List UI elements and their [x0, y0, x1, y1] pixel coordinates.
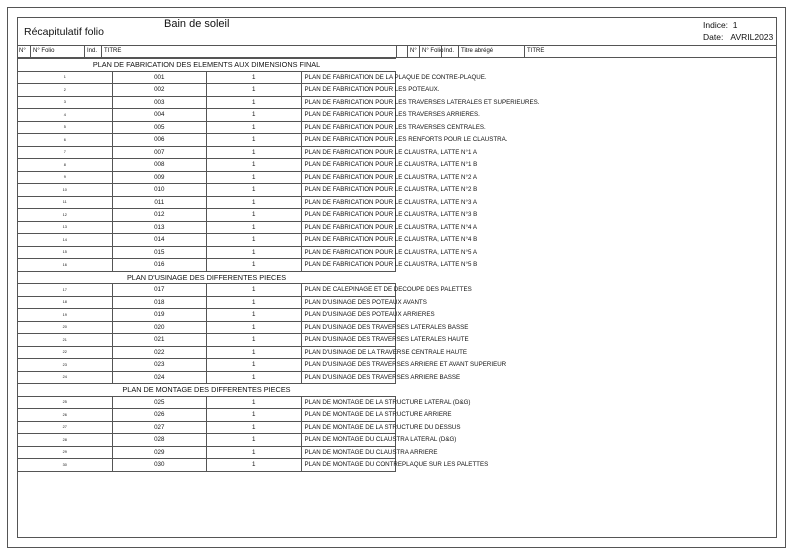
folio-number: 008: [112, 159, 207, 172]
folio-number: 025: [112, 396, 207, 409]
table-row: [18, 96, 396, 109]
col-folio: N° Folio: [31, 45, 85, 57]
folio-number: 003: [112, 96, 207, 109]
folio-number: 011: [112, 196, 207, 209]
table-row: [18, 334, 396, 347]
folio-title: PLAN DE FABRICATION POUR LE CLAUSTRA, LATTE N°5 B: [301, 259, 396, 272]
folio-title: PLAN D'USINAGE DE LA TRAVERSE CENTRALE HAUTE: [301, 346, 396, 359]
table-row: [18, 184, 396, 197]
col-titre: TITRE: [104, 48, 122, 54]
folio-number: 012: [112, 209, 207, 222]
folio-table: [17, 58, 540, 472]
row-number: 27: [18, 421, 113, 434]
table-row: [18, 221, 396, 234]
revision-index: 1: [207, 84, 302, 97]
center-divider: [396, 45, 397, 57]
revision-index: 1: [207, 184, 302, 197]
folio-title: PLAN DE MONTAGE DE LA STRUCTURE ARRIERE: [301, 409, 396, 422]
folio-number: 027: [112, 421, 207, 434]
table-row: [18, 371, 396, 384]
revision-index: 1: [207, 146, 302, 159]
row-number: 18: [18, 296, 113, 309]
folio-number: 002: [112, 84, 207, 97]
col-folio-right: N° Folio: [420, 45, 442, 57]
folio-title: PLAN DE FABRICATION POUR LES RENFORTS POUR LE CLAUSTRA.: [301, 134, 396, 147]
col-ind: Ind.: [85, 45, 102, 57]
folio-title: PLAN DE MONTAGE DU CLAUSTRA ARRIERE: [301, 446, 396, 459]
folio-title: PLAN DE CALEPINAGE ET DE DECOUPE DES PALETTES: [301, 284, 396, 297]
left-column-header: [17, 45, 396, 57]
section-title: PLAN DE FABRICATION DES ELEMENTS AUX DIMENSIONS FINAL: [18, 59, 396, 72]
revision-index: 1: [207, 196, 302, 209]
folio-title: PLAN D'USINAGE DES TRAVERSES ARRIERE ET AVANT SUPERIEUR: [301, 359, 396, 372]
folio-number: 005: [112, 121, 207, 134]
table-row: [18, 396, 396, 409]
folio-title: PLAN D'USINAGE DES TRAVERSES LATERALES BASSE: [301, 321, 396, 334]
table-row: [18, 146, 396, 159]
revision-index: 1: [207, 246, 302, 259]
revision-index: 1: [207, 371, 302, 384]
row-number: 15: [18, 246, 113, 259]
row-number: 11: [18, 196, 113, 209]
folio-number: 015: [112, 246, 207, 259]
row-number: 3: [18, 96, 113, 109]
revision-index: 1: [207, 321, 302, 334]
table-row: [18, 459, 396, 472]
folio-title: PLAN DE MONTAGE DE LA STRUCTURE DU DESSUS: [301, 421, 396, 434]
row-number: 16: [18, 259, 113, 272]
folio-number: 023: [112, 359, 207, 372]
row-number: 9: [18, 171, 113, 184]
folio-title: PLAN DE FABRICATION DE LA PLAQUE DE CONTRE-PLAQUE.: [301, 71, 396, 84]
folio-title: PLAN DE MONTAGE DU CONTREPLAQUE SUR LES PALETTES: [301, 459, 396, 472]
folio-title: PLAN DE FABRICATION POUR LE CLAUSTRA, LATTE N°4 A: [301, 221, 396, 234]
row-number: 29: [18, 446, 113, 459]
row-number: 26: [18, 409, 113, 422]
revision-index: 1: [207, 109, 302, 122]
row-number: 25: [18, 396, 113, 409]
revision-index: 1: [207, 96, 302, 109]
col-titre-right: TITRE: [527, 48, 545, 54]
row-number: 5: [18, 121, 113, 134]
folio-title: PLAN DE FABRICATION POUR LE CLAUSTRA, LATTE N°2 A: [301, 171, 396, 184]
col-n: N°: [17, 45, 31, 57]
folio-title: PLAN DE MONTAGE DE LA STRUCTURE LATERAL (D&G): [301, 396, 396, 409]
row-number: 8: [18, 159, 113, 172]
revision-index: 1: [207, 259, 302, 272]
revision-index: 1: [207, 296, 302, 309]
revision-index: 1: [207, 346, 302, 359]
table-row: [18, 134, 396, 147]
folio-title: PLAN D'USINAGE DES POTEAUX AVANTS: [301, 296, 396, 309]
folio-title: PLAN DE FABRICATION POUR LE CLAUSTRA, LATTE N°4 B: [301, 234, 396, 247]
row-number: 7: [18, 146, 113, 159]
folio-number: 014: [112, 234, 207, 247]
folio-title: PLAN DE FABRICATION POUR LES TRAVERSES LATERALES ET SUPERIEURES.: [301, 96, 396, 109]
section-header-row: [18, 384, 396, 397]
folio-number: 010: [112, 184, 207, 197]
date-value: AVRIL2023: [730, 32, 774, 42]
folio-title: PLAN D'USINAGE DES TRAVERSES LATERALES HAUTE: [301, 334, 396, 347]
folio-title: PLAN DE FABRICATION POUR LE CLAUSTRA, LATTE N°1 A: [301, 146, 396, 159]
table-row: [18, 209, 396, 222]
folio-number: 024: [112, 371, 207, 384]
row-number: 28: [18, 434, 113, 447]
folio-number: 017: [112, 284, 207, 297]
revision-index: 1: [207, 221, 302, 234]
folio-title: PLAN DE FABRICATION POUR LE CLAUSTRA, LATTE N°3 B: [301, 209, 396, 222]
folio-number: 009: [112, 171, 207, 184]
revision-index: 1: [207, 459, 302, 472]
folio-title: PLAN DE FABRICATION POUR LES TRAVERSES CENTRALES.: [301, 121, 396, 134]
row-number: 17: [18, 284, 113, 297]
revision-index: 1: [207, 134, 302, 147]
section-header-row: [18, 59, 396, 72]
row-number: 10: [18, 184, 113, 197]
col-ind-right: Ind.: [442, 45, 459, 57]
folio-title: PLAN D'USINAGE DES POTEAUX ARRIERES: [301, 309, 396, 322]
revision-index: 1: [207, 446, 302, 459]
row-number: 30: [18, 459, 113, 472]
section-header-row: [18, 271, 396, 284]
row-number: 13: [18, 221, 113, 234]
table-row: [18, 446, 396, 459]
row-number: 24: [18, 371, 113, 384]
table-row: [18, 409, 396, 422]
row-number: 4: [18, 109, 113, 122]
row-number: 20: [18, 321, 113, 334]
folio-title: PLAN DE MONTAGE DU CLAUSTRA LATERAL (D&G): [301, 434, 396, 447]
folio-number: 018: [112, 296, 207, 309]
section-title: PLAN D'USINAGE DES DIFFERENTES PIECES: [18, 271, 396, 284]
indice-label: Indice:: [703, 20, 729, 30]
table-row: [18, 71, 396, 84]
row-number: 22: [18, 346, 113, 359]
project-title: Bain de soleil: [164, 18, 230, 30]
row-number: 2: [18, 84, 113, 97]
folio-title: PLAN DE FABRICATION POUR LE CLAUSTRA, LATTE N°3 A: [301, 196, 396, 209]
revision-index: 1: [207, 334, 302, 347]
row-number: 14: [18, 234, 113, 247]
revision-index: 1: [207, 234, 302, 247]
sheet-label: Récapitulatif folio: [24, 26, 104, 38]
row-number: 12: [18, 209, 113, 222]
folio-title: PLAN DE FABRICATION POUR LES POTEAUX.: [301, 84, 396, 97]
row-number: 6: [18, 134, 113, 147]
folio-number: 026: [112, 409, 207, 422]
table-row: [18, 171, 396, 184]
folio-title: PLAN D'USINAGE DES TRAVERSES ARRIERE BASSE: [301, 371, 396, 384]
folio-number: 013: [112, 221, 207, 234]
folio-number: 016: [112, 259, 207, 272]
table-row: [18, 321, 396, 334]
table-row: [18, 259, 396, 272]
folio-title: PLAN DE FABRICATION POUR LE CLAUSTRA, LATTE N°1 B: [301, 159, 396, 172]
folio-title: PLAN DE FABRICATION POUR LE CLAUSTRA, LATTE N°5 A: [301, 246, 396, 259]
folio-number: 029: [112, 446, 207, 459]
table-row: [18, 109, 396, 122]
table-row: [18, 346, 396, 359]
folio-title: PLAN DE FABRICATION POUR LES TRAVERSES ARRIERES.: [301, 109, 396, 122]
row-number: 19: [18, 309, 113, 322]
col-n-right: N°: [407, 45, 420, 57]
folio-title: PLAN DE FABRICATION POUR LE CLAUSTRA, LATTE N°2 B: [301, 184, 396, 197]
table-row: [18, 234, 396, 247]
table-row: [18, 309, 396, 322]
folio-number: 007: [112, 146, 207, 159]
folio-number: 028: [112, 434, 207, 447]
table-row: [18, 159, 396, 172]
folio-number: 030: [112, 459, 207, 472]
table-row: [18, 434, 396, 447]
table-row: [18, 284, 396, 297]
revision-index: 1: [207, 409, 302, 422]
revision-index: 1: [207, 209, 302, 222]
revision-index: 1: [207, 71, 302, 84]
revision-index: 1: [207, 284, 302, 297]
revision-index: 1: [207, 421, 302, 434]
table-row: [18, 246, 396, 259]
right-column-header: [407, 45, 777, 57]
table-row: [18, 296, 396, 309]
table-row: [18, 421, 396, 434]
revision-index: 1: [207, 309, 302, 322]
folio-number: 019: [112, 309, 207, 322]
table-row: [18, 359, 396, 372]
row-number: 23: [18, 359, 113, 372]
row-number: 1: [18, 71, 113, 84]
revision-index: 1: [207, 159, 302, 172]
revision-index: 1: [207, 359, 302, 372]
row-number: 21: [18, 334, 113, 347]
col-short-title: Titre abrégé: [459, 45, 525, 57]
indice-value: 1: [732, 20, 738, 30]
table-row: [18, 121, 396, 134]
folio-number: 021: [112, 334, 207, 347]
folio-number: 001: [112, 71, 207, 84]
section-title: PLAN DE MONTAGE DES DIFFERENTES PIECES: [18, 384, 396, 397]
folio-number: 022: [112, 346, 207, 359]
revision-index: 1: [207, 434, 302, 447]
table-row: [18, 84, 396, 97]
revision-index: 1: [207, 121, 302, 134]
folio-number: 020: [112, 321, 207, 334]
date-label: Date:: [703, 32, 724, 42]
folio-number: 006: [112, 134, 207, 147]
revision-block: [703, 19, 773, 43]
revision-index: 1: [207, 171, 302, 184]
revision-index: 1: [207, 396, 302, 409]
table-row: [18, 196, 396, 209]
folio-number: 004: [112, 109, 207, 122]
